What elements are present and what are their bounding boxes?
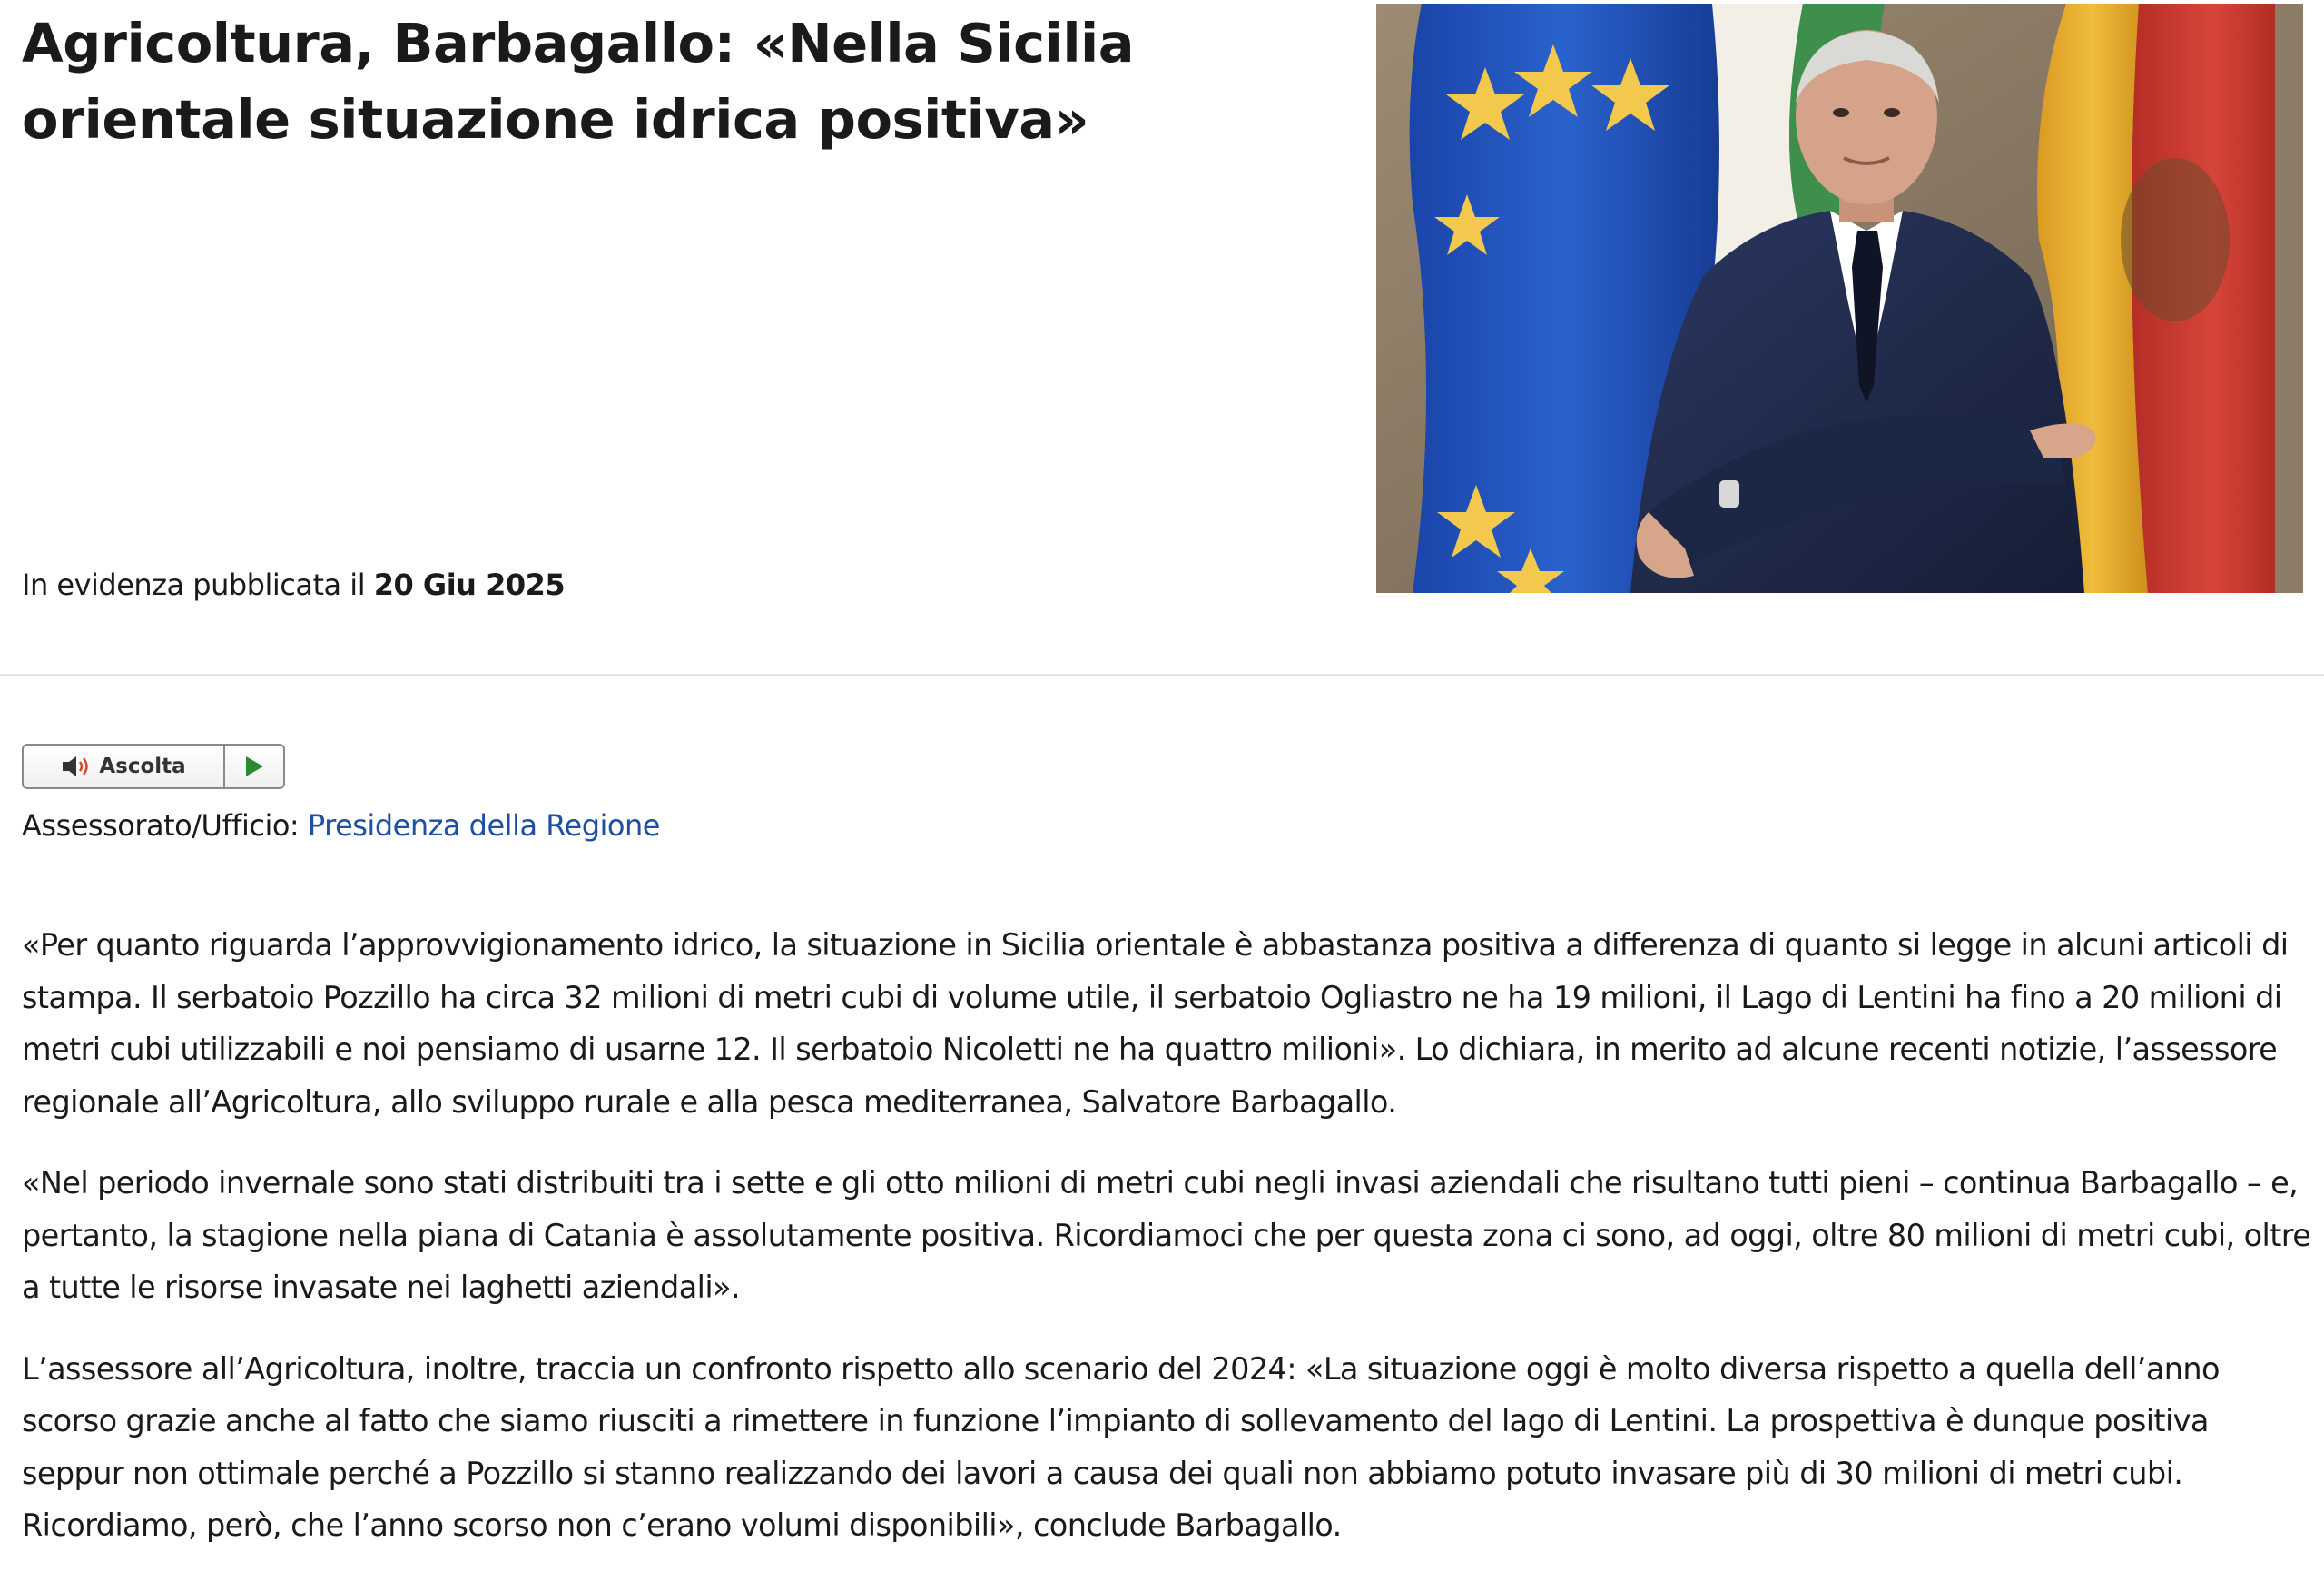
paragraph-2: «Nel periodo invernale sono stati distribuiti tra i sette e gli otto milioni di metri cubi negli invasi aziendali che risultano tutti pieni – continua Barbagallo – e, pertanto, la stagione nella piana di Catania è assolutamente positiva. Ricordiamoci che per questa zona ci sono, ad oggi, oltre 80 milioni di metri cubi, oltre a tutte le risorse invasate nei laghetti aziendali». (22, 1165, 2311, 1305)
office-info (22, 804, 660, 847)
eye-left (1833, 108, 1849, 117)
hero-photo (1376, 4, 2303, 593)
wristwatch (1719, 480, 1739, 508)
article-title: Agricoltura, Barbagallo: «Nella Sicilia orientale situazione idrica positiva» (22, 12, 1135, 151)
speaker-icon (61, 754, 92, 779)
office-label: Assessorato/Ufficio: (22, 808, 300, 843)
listen-player (22, 744, 285, 789)
trinacria-emblem (2121, 158, 2230, 321)
publication-date: 20 Giu 2025 (373, 568, 566, 602)
listen-button[interactable] (24, 746, 223, 787)
play-button[interactable] (225, 746, 283, 787)
wall-edge (2275, 4, 2303, 593)
section-divider (0, 674, 2324, 676)
paragraph-3: L’assessore all’Agricoltura, inoltre, traccia un confronto rispetto allo scenario del 2024: «La situazione oggi è molto diversa rispetto a quella dell’anno scorso grazie anche al fatto che siamo riusciti a rimettere in funzione l’impianto di sollevamento del lago di Lentini. La prospettiva è dunque positiva seppur non ottimale perché a Pozzillo si stanno realizzando dei lavori a causa dei quali non abbiamo potuto invasare più di 30 milioni di metri cubi. Ricordiamo, però, che l’anno scorso non c’erano volumi disponibili», conclude Barbagallo. (22, 1350, 2220, 1543)
article-body (22, 919, 2311, 1581)
publication-info (22, 563, 565, 607)
publication-prefix: In evidenza pubblicata il (22, 568, 366, 602)
portrait-illustration (1376, 4, 2303, 593)
paragraph-1: «Per quanto riguarda l’approvvigionamento idrico, la situazione in Sicilia orientale è abbastanza positiva a differenza di quanto si legge in alcuni articoli di stampa. Il serbatoio Pozzillo ha circa 32 milioni di metri cubi di volume utile, il serbatoio Ogliastro ne ha 19 milioni, il Lago di Lentini ha fino a 20 milioni di metri cubi utilizzabili e noi pensiamo di usarne 12. Il serbatoio Nicoletti ne ha quattro milioni». Lo dichiara, in merito ad alcune recenti notizie, l’assessore regionale all’Agricoltura, allo sviluppo rurale e alla pesca mediterranea, Salvatore Barbagallo. (22, 927, 2289, 1120)
play-icon (244, 756, 264, 777)
office-link[interactable]: Presidenza della Regione (307, 808, 660, 843)
listen-label: Ascolta (99, 755, 186, 778)
eye-right (1884, 108, 1900, 117)
